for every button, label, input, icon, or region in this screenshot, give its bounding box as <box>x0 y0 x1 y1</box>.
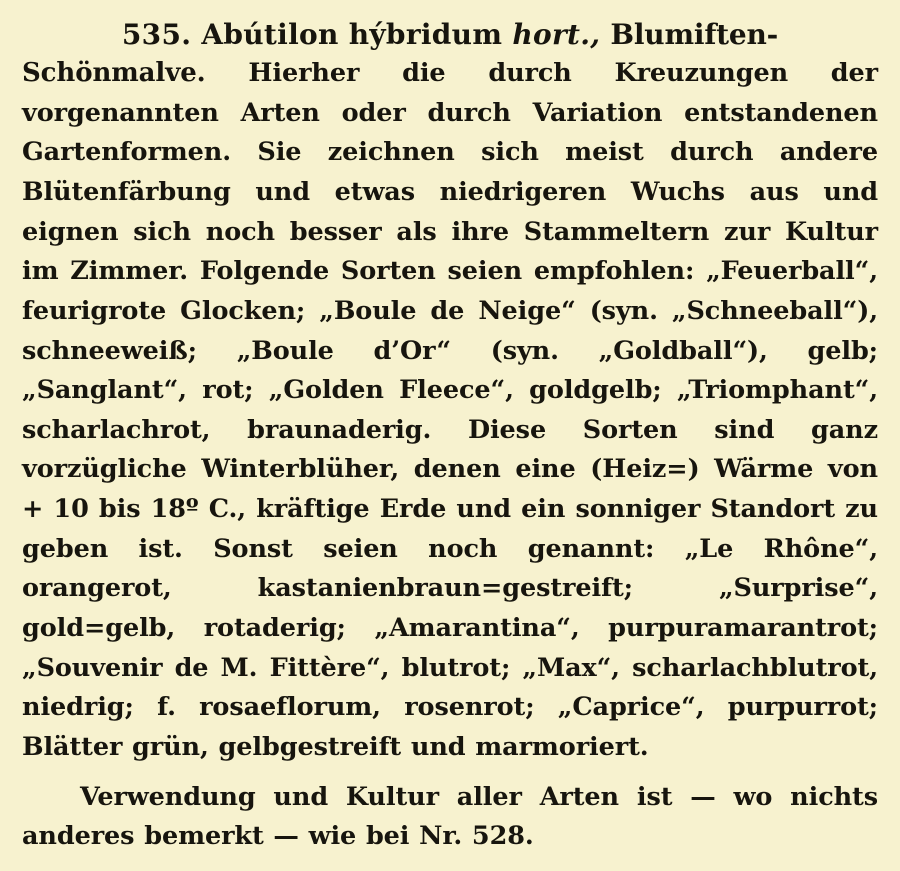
description-text: Hierher die durch Kreuzungen der vorgenannten Arten oder durch Variation entstandenen Gartenformen. Sie zeichnen sich meist durch andere Blütenfärbung und etwas niedrigeren Wuchs aus und eignen sich noch besser als ihre Stammeltern zur Kultur im Zimmer. Folgende Sorten seien empfohlen: „Feuerball“, feurigrote Glocken; „Boule de Neige“ (syn. „Schneeball“), schneeweiß; „Boule d’Or“ (syn. „Goldball“), gelb; „Sanglant“, rot; „Golden Fleece“, goldgelb; „Triomphant“, scharlachrot, braunaderig. Diese Sorten sind ganz vorzügliche Winterblüher, denen eine (Heiz=) Wärme von + 10 bis 18º C., kräftige Erde und ein sonniger Standort zu geben ist. Sonst seien noch genannt: „Le Rhône“, orangerot, kastanienbraun=gestreift; „Surprise“, gold=gelb, rotaderig; „Amarantina“, purpuramarantrot; „Souvenir de M. Fittère“, blutrot; „Max“, scharlachblutrot, niedrig; f. rosaeflorum, rosenrot; „Caprice“, purpurrot; Blätter grün, gelbgestreift und marmoriert. <box>22 58 878 762</box>
usage-text: Verwendung und Kultur aller Arten ist — wo nichts anderes bemerkt — wie bei Nr. 528. <box>22 781 878 852</box>
usage-paragraph <box>22 778 878 857</box>
entry-number: 535. <box>121 18 192 51</box>
german-name-part1: Blumiften- <box>610 18 779 51</box>
entry-headline <box>22 18 878 51</box>
latin-name: Abútilon hýbridum <box>201 18 503 51</box>
description-paragraph <box>22 53 878 768</box>
catalog-entry <box>22 18 878 857</box>
german-name-part2: Schönmalve. <box>22 58 206 89</box>
authority: hort., <box>512 18 601 51</box>
